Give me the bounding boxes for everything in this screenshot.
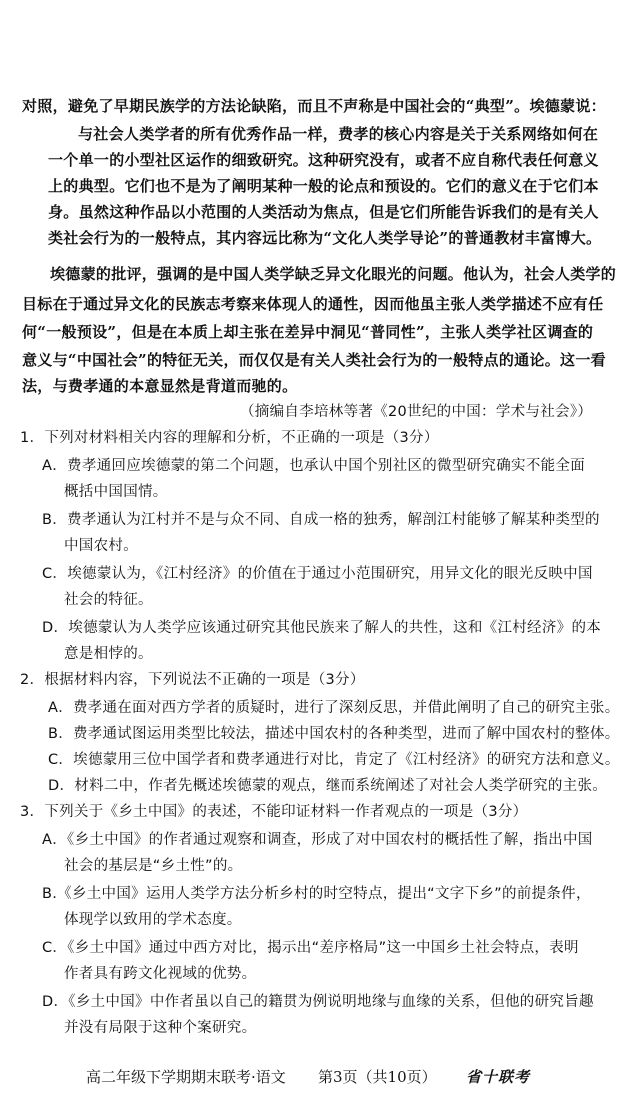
paragraph-line: 何“一般预设”，但是在本质上却主张在差异中洞见“普同性”，主张人类学社区调查的 <box>22 323 594 341</box>
option-c-cont: 作者具有跨文化视域的优势。 <box>64 966 257 982</box>
option-c: C．《乡土中国》通过中西方对比，揭示出“差序格局”这一中国乡土社会特点，表明 <box>42 940 579 956</box>
option-a: A．费孝通在面对西方学者的质疑时，进行了深刻反思，并借此阐明了自己的研究主张。 <box>48 700 620 716</box>
option-c: C．埃德蒙认为，《江村经济》的价值在于通过小范围研究，用异文化的眼光反映中国 <box>42 566 593 582</box>
quote-line: 一个单一的小型社区运作的细致研究。这种研究没有，或者不应自称代表任何意义 <box>48 151 599 169</box>
quote-line: 身。虽然这种作品以小范围的人类活动为焦点，但是它们所能告诉我们的是有关人 <box>48 203 599 221</box>
question-stem: 3．下列关于《乡土中国》的表述，不能印证材料一作者观点的一项是（3分） <box>20 804 528 820</box>
paragraph-line: 目标在于通过异文化的民族志考察来体现人的通性，因而他虽主张人类学描述不应有任 <box>22 295 604 313</box>
source-citation: （摘编自李培林等著《20世纪的中国：学术与社会》） <box>240 404 593 420</box>
option-b-cont: 体现学以致用的学术态度。 <box>64 912 242 928</box>
option-b: B．费孝通认为江村并不是与众不同、自成一格的独秀，解剖江村能够了解某种类型的 <box>42 512 600 528</box>
option-c-cont: 社会的特征。 <box>64 592 153 608</box>
option-d-cont: 意是相悖的。 <box>64 646 153 662</box>
option-b: B.《乡土中国》运用人类学方法分析乡村的时空特点，提出“文字下乡”的前提条件， <box>42 886 591 902</box>
option-d: D．埃德蒙认为人类学应该通过研究其他民族来了解人的共性，这和《江村经济》的本 <box>42 620 602 636</box>
option-b-cont: 中国农村。 <box>64 538 138 554</box>
option-d-cont: 并没有局限于这种个案研究。 <box>64 1020 257 1036</box>
question-stem: 1．下列对材料相关内容的理解和分析，不正确的一项是（3分） <box>20 430 439 446</box>
page-footer <box>0 1066 628 1090</box>
paragraph-line: 意义与“中国社会”的特征无关，而仅仅是有关人类社会行为的一般特点的通论。这一看 <box>22 351 606 369</box>
exam-title: 高二年级下学期期末联考·语文 <box>86 1068 286 1086</box>
option-c: C．埃德蒙用三位中国学者和费孝通进行对比，肯定了《江村经济》的研究方法和意义。 <box>48 752 620 768</box>
option-a: A．《乡土中国》的作者通过观察和调查，形成了对中国农村的概括性了解，指出中国 <box>42 832 593 848</box>
quote-line: 类社会行为的一般特点，其内容远比称为“文化人类学导论”的普通教材丰富博大。 <box>48 229 602 247</box>
option-a-cont: 社会的基层是“乡土性”的。 <box>64 858 243 874</box>
question-stem: 2．根据材料内容，下列说法不正确的一项是（3分） <box>20 672 365 688</box>
page-number: 第3页（共10页） <box>318 1068 437 1086</box>
option-d: D．《乡土中国》中作者虽以自己的籍贯为例说明地缘与血缘的关系，但他的研究旨趣 <box>42 994 594 1010</box>
quote-line: 与社会人类学者的所有优秀作品一样，费孝的核心内容是关于关系网络如何在 <box>78 125 599 143</box>
option-d: D．材料二中，作者先概述埃德蒙的观点，继而系统阐述了对社会人类学研究的主张。 <box>48 778 608 794</box>
passage-intro: 对照，避免了早期民族学的方法论缺陷，而且不声称是中国社会的“典型”。埃德蒙说： <box>22 97 606 115</box>
paragraph-line: 埃德蒙的批评，强调的是中国人类学缺乏异文化眼光的问题。他认为，社会人类学的 <box>50 265 617 283</box>
option-b: B．费孝通试图运用类型比较法，描述中国农村的各种类型，进而了解中国农村的整体。 <box>48 726 620 742</box>
paragraph-line: 法，与费孝通的本意显然是背道而驰的。 <box>22 377 298 395</box>
option-a-cont: 概括中国国情。 <box>64 484 168 500</box>
exam-stamp: 省十联考 <box>466 1068 531 1086</box>
option-a: A．费孝通回应埃德蒙的第二个问题，也承认中国个别社区的微型研究确实不能全面 <box>42 458 586 474</box>
quote-line: 上的典型。它们也不是为了阐明某种一般的论点和预设的。它们的意义在于它们本 <box>48 177 599 195</box>
